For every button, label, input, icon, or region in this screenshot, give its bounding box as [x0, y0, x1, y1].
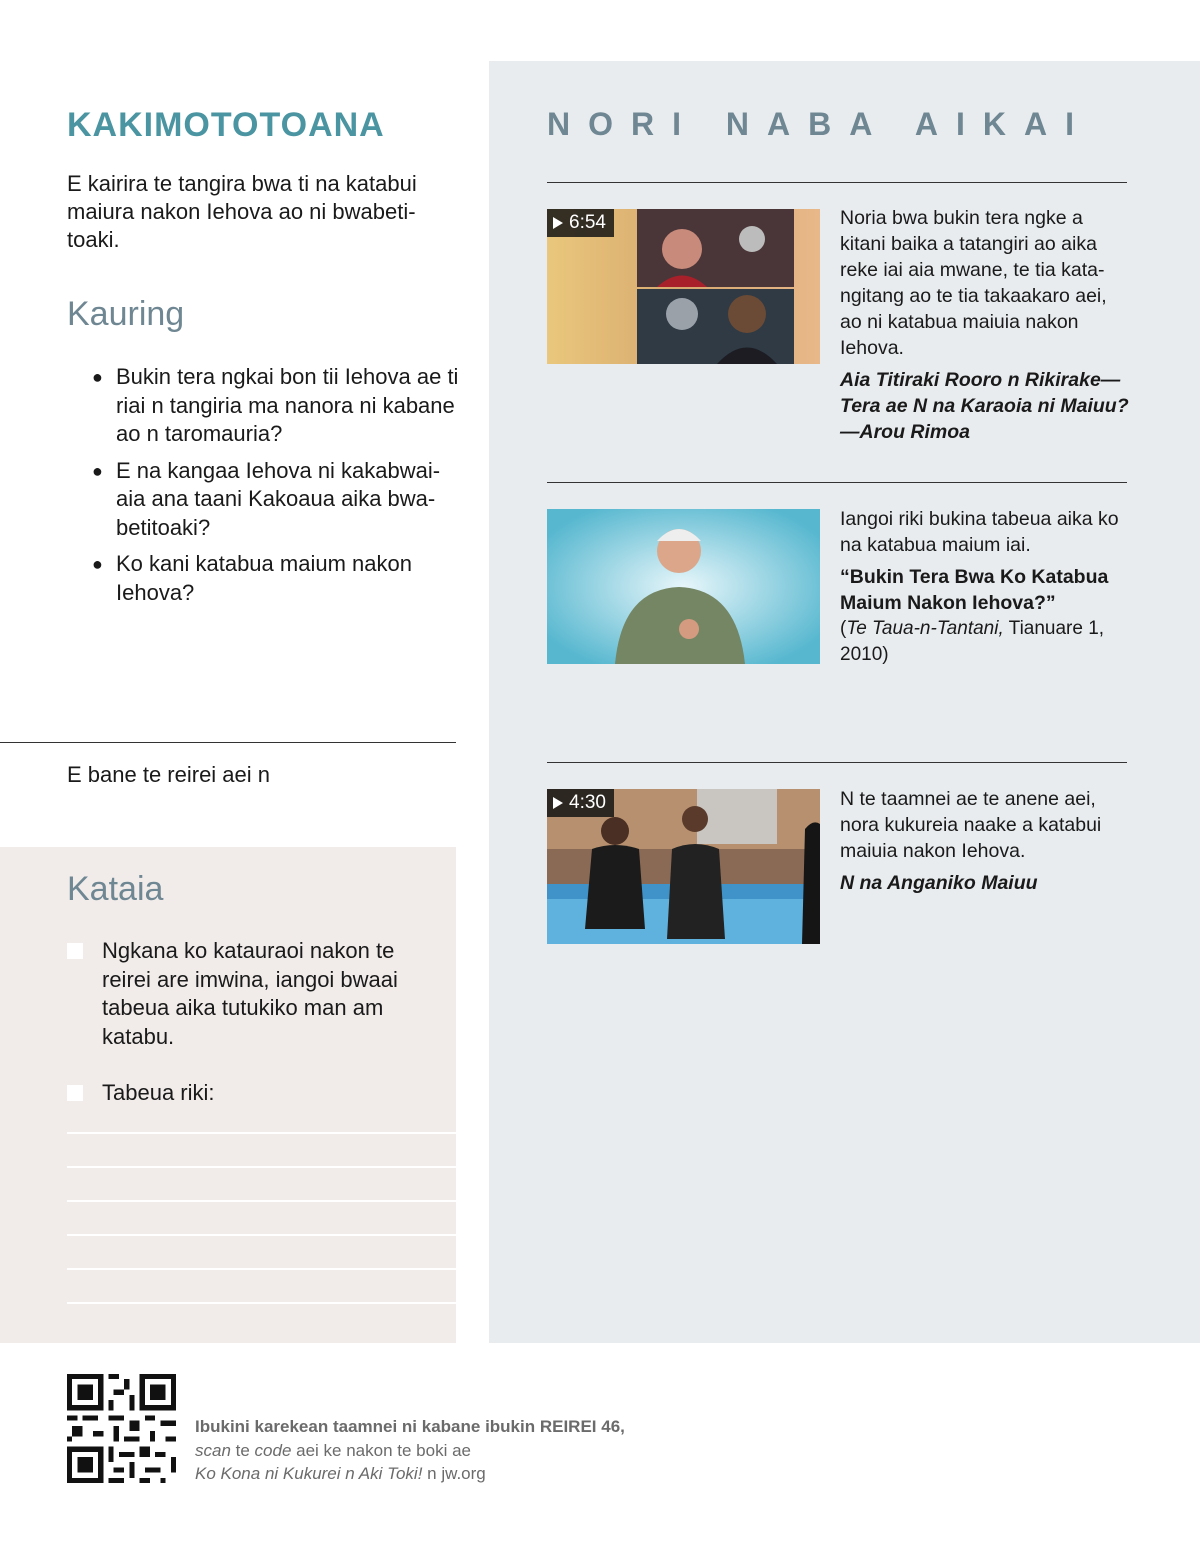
- video-duration-badge: 4:30: [547, 789, 614, 817]
- resource-text: [840, 786, 1130, 896]
- writing-line: [67, 1200, 456, 1202]
- resource-title[interactable]: “Bukin Tera Bwa Ko Katabua Maium Nakon Iehova?”: [840, 566, 1109, 614]
- resource-description: Iangoi riki bukina tabeua aika ko na katabua maium iai.: [840, 508, 1119, 556]
- divider: [547, 482, 1127, 483]
- summary-text: E kairira te tangira bwa ti na katabui maiura nakon Iehova ao ni bwabeti-toaki.: [67, 171, 417, 252]
- review-question: ● Ko kani katabua maium nakon Iehova?: [92, 551, 412, 605]
- task-item: Ngkana ko katauraoi nakon te reirei are imwina, iangoi bwaai tabeua aika tutukiko man am katabu.: [67, 937, 427, 1051]
- checkbox[interactable]: [67, 1085, 83, 1101]
- bullet-icon: ●: [92, 554, 103, 574]
- checkbox[interactable]: [67, 943, 83, 959]
- review-question: ● E na kangaa Iehova ni kakabwai-aia ana taani Kakoaua aika bwa-betitoaki?: [92, 457, 441, 540]
- try-title: Kataia: [67, 870, 164, 908]
- more-title: NORI NABA AIKAI: [547, 106, 1092, 142]
- resource-text: [840, 205, 1130, 445]
- article-thumbnail-image: [547, 509, 820, 664]
- video-duration-badge: 6:54: [547, 209, 614, 237]
- resource-title[interactable]: Aia Titiraki Rooro n Rikirake—Tera ae N na Karaoia ni Maiuu?—Arou Rimoa: [840, 369, 1129, 443]
- completion-date-label: E bane te reirei aei n: [67, 762, 271, 787]
- writing-line: [67, 1302, 456, 1304]
- writing-line: [67, 1268, 456, 1270]
- task-item: Tabeua riki:: [67, 1079, 427, 1108]
- video-thumbnail[interactable]: [547, 789, 820, 944]
- divider: [0, 742, 456, 743]
- footer-note: Ibukini karekean taamnei ni kabane ibukin REIREI 46, scan te code aei ke nakon te boki ae Ko Kona ni Kukurei n Aki Toki! n jw.org: [195, 1417, 625, 1483]
- resource-source: (Te Taua-n-Tantani, Tianuare 1, 2010): [840, 618, 1105, 665]
- video-thumbnail[interactable]: [547, 209, 820, 364]
- writing-line: [67, 1132, 456, 1134]
- divider: [547, 762, 1127, 763]
- bullet-icon: ●: [92, 460, 103, 481]
- summary-title: KAKIMOTOTOANA: [67, 106, 385, 144]
- article-thumbnail[interactable]: [547, 509, 820, 664]
- play-icon: [553, 217, 563, 229]
- resource-description: Noria bwa bukin tera ngke a kitani baika a tatangiri ao aika reke iai aia mwane, te tia kata-ngitang ao te tia takaakaro aei, ao ni katabua maiuia nakon Iehova.: [840, 207, 1107, 359]
- qr-code-icon[interactable]: [67, 1374, 176, 1483]
- resource-text: [840, 506, 1130, 668]
- writing-line: [67, 1166, 456, 1168]
- review-title: Kauring: [67, 295, 185, 333]
- divider: [547, 182, 1127, 183]
- review-question: ● Bukin tera ngkai bon tii Iehova ae ti riai n tangiria ma nanora ni kabane ao n taromauria?: [92, 364, 459, 446]
- review-questions: [92, 363, 462, 615]
- writing-line: [67, 1234, 456, 1236]
- resource-title[interactable]: N na Anganiko Maiuu: [840, 872, 1038, 894]
- bullet-icon: ●: [92, 367, 103, 387]
- play-icon: [553, 797, 563, 809]
- resource-description: N te taamnei ae te anene aei, nora kukureia naake a katabui maiuia nakon Iehova.: [840, 788, 1102, 862]
